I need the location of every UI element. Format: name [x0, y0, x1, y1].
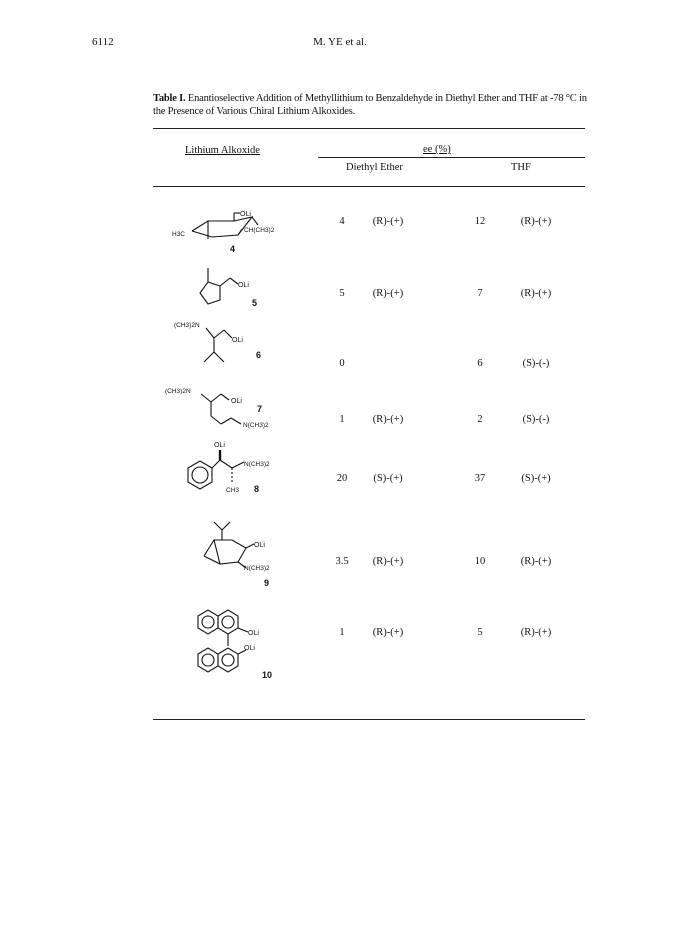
structure-4 [170, 205, 280, 257]
col-header-ee: ee (%) [423, 144, 451, 155]
dimethylamino-label: N(CH3)2 [244, 565, 270, 572]
col-header-thf: THF [511, 162, 531, 173]
ether-ee: 1 [339, 414, 345, 425]
ether-config: (R)-(+) [372, 556, 404, 567]
thf-config: (R)-(+) [520, 288, 552, 299]
compound-number: 7 [257, 404, 263, 414]
structure-10 [190, 598, 290, 682]
oli-label-1: OLi [248, 630, 259, 637]
table-top-rule [153, 128, 585, 129]
ether-ee: 1 [339, 627, 345, 638]
dimethylamino-label-2: N(CH3)2 [243, 422, 269, 429]
thf-config: (R)-(+) [520, 556, 552, 567]
thf-config: (R)-(+) [520, 216, 552, 227]
dimethylamino-label: N(CH3)2 [244, 461, 270, 468]
ether-ee: 0 [339, 358, 345, 369]
thf-ee: 6 [477, 358, 483, 369]
oli-label-2: OLi [244, 645, 255, 652]
oli-label: OLi [232, 337, 243, 344]
ether-ee: 3.5 [335, 556, 349, 567]
compound-number: 8 [254, 484, 260, 494]
thf-config: (R)-(+) [520, 627, 552, 638]
table-caption [153, 92, 593, 118]
ether-ee: 4 [339, 216, 345, 227]
thf-ee: 7 [477, 288, 483, 299]
col-header-alkoxide: Lithium Alkoxide [185, 145, 260, 156]
oli-label: OLi [254, 542, 265, 549]
dimethylamino-label: (CH3)2N [174, 322, 200, 329]
structure-8 [168, 440, 288, 502]
table-bottom-rule [153, 719, 585, 720]
oli-label: OLi [240, 211, 251, 218]
ether-config: (R)-(+) [372, 216, 404, 227]
ether-config: (R)-(+) [372, 288, 404, 299]
thf-config: (S)-(-) [522, 358, 550, 369]
compound-number: 6 [256, 350, 262, 360]
caption-label: Table I. [153, 93, 186, 104]
col-header-ether: Diethyl Ether [346, 162, 403, 173]
ee-underline [318, 157, 585, 158]
structure-9 [190, 516, 290, 592]
header-bottom-rule [153, 186, 585, 187]
thf-ee: 2 [477, 414, 483, 425]
oli-label: OLi [231, 398, 242, 405]
thf-ee: 10 [474, 556, 486, 567]
h3c-label: H3C [172, 231, 186, 238]
oli-label: OLi [238, 282, 249, 289]
thf-ee: 5 [477, 627, 483, 638]
dimethylamino-label: (CH3)2N [165, 388, 191, 395]
compound-number: 5 [252, 298, 258, 308]
ether-config: (R)-(+) [372, 627, 404, 638]
ether-config: (S)-(+) [373, 473, 403, 484]
structure-6 [172, 318, 272, 374]
ether-ee: 20 [336, 473, 348, 484]
caption-text: Enantioselective Addition of Methyllithium to Benzaldehyde in Diethyl Ether and THF at -78 °C in the Presence of Various Chiral Lithium Alkoxides. [153, 93, 587, 117]
ch3-label: CH3 [226, 487, 240, 494]
compound-number: 9 [264, 578, 270, 588]
thf-config: (S)-(-) [522, 414, 550, 425]
ether-ee: 5 [339, 288, 345, 299]
thf-ee: 12 [474, 216, 486, 227]
isopropyl-label: CH(CH3)2 [244, 227, 275, 234]
structure-7 [165, 384, 285, 436]
structure-5 [190, 262, 280, 312]
thf-ee: 37 [474, 473, 486, 484]
compound-number: 10 [262, 670, 273, 680]
thf-config: (S)-(+) [521, 473, 551, 484]
running-head: M. YE et al. [313, 36, 367, 48]
page-number: 6112 [92, 36, 114, 48]
ether-config: (R)-(+) [372, 414, 404, 425]
compound-number: 4 [230, 244, 236, 254]
oli-label: OLi [214, 442, 225, 449]
